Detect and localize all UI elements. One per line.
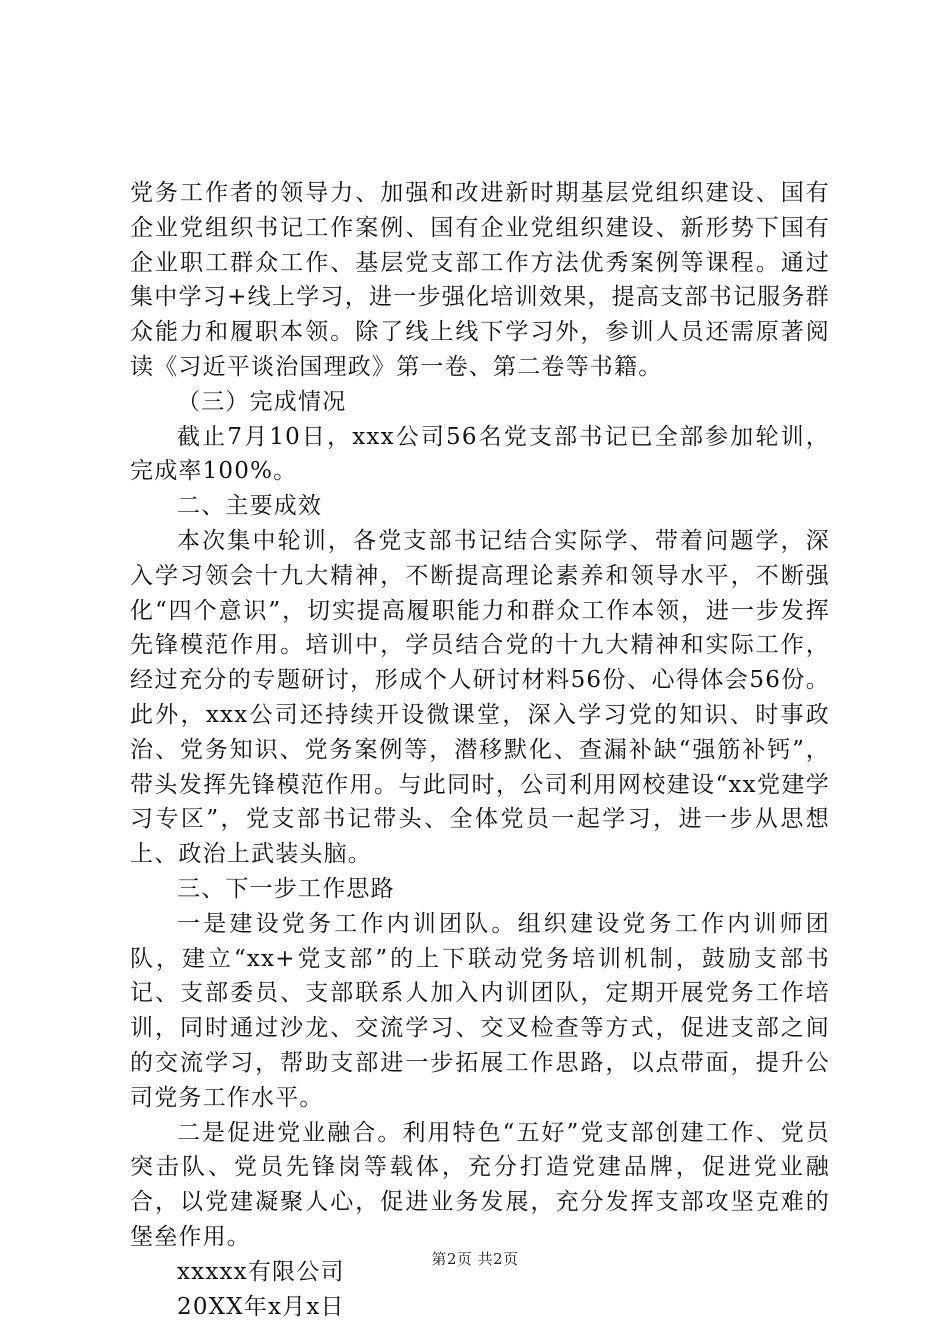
heading-next-steps: 三、下一步工作思路: [177, 875, 395, 902]
paragraph-party-business-integration: 二是促进党业融合。利用特色“五好”党支部创建工作、党员突击队、党员先锋岗等载体，充分打造党建品牌，促进党业融合，以党建凝聚人心，促进业务发展，充分发挥支部攻坚克难的堡垒作用。: [130, 1119, 830, 1250]
subheading-completion: （三）完成情况: [177, 388, 347, 415]
paragraph-completion-status: 截止7月10日，xxx公司56名党支部书记已全部参加轮训，完成率100%。: [130, 423, 830, 485]
document-body: [130, 176, 830, 1324]
paragraph-course-list: 党务工作者的领导力、加强和改进新时期基层党组织建设、国有企业党组织书记工作案例、国有企业党组织建设、新形势下国有企业职工群众工作、基层党支部工作方法优秀案例等课程。通过集中学习+线上学习，进一步强化培训效果，提高支部书记服务群众能力和履职本领。除了线上线下学习外，参训人员还需原著阅读《习近平谈治国理政》第一卷、第二卷等书籍。: [130, 180, 830, 380]
paragraph-main-results: 本次集中轮训，各党支部书记结合实际学、带着问题学，深入学习领会十九大精神，不断提高理论素养和领导水平，不断强化“四个意识”，切实提高履职能力和群众工作本领，进一步发挥先锋模范作用。培训中，学员结合党的十九大精神和实际工作，经过充分的专题研讨，形成个人研讨材料56份、心得体会56份。此外，xxx公司还持续开设微课堂，深入学习党的知识、时事政治、党务知识、党务案例等，潜移默化、查漏补缺“强筋补钙”，带头发挥先锋模范作用。与此同时，公司利用网校建设“xx党建学习专区”，党支部书记带头、全体党员一起学习，进一步从思想上、政治上武装头脑。: [130, 527, 830, 868]
paragraph-training-team: 一是建设党务工作内训团队。组织建设党务工作内训师团队，建立“xx+党支部”的上下联动党务培训机制，鼓励支部书记、支部委员、支部联系人加入内训团队，定期开展党务工作培训，同时通过沙龙、交流学习、交叉检查等方式，促进支部之间的交流学习，帮助支部进一步拓展工作思路，以点带面，提升公司党务工作水平。: [130, 910, 830, 1111]
signature-company: xxxxx有限公司: [177, 1258, 345, 1285]
heading-main-results: 二、主要成效: [177, 493, 323, 520]
signature-date: 20XX年x月x日: [177, 1293, 345, 1320]
page-footer: 第2页 共2页: [431, 1250, 519, 1268]
